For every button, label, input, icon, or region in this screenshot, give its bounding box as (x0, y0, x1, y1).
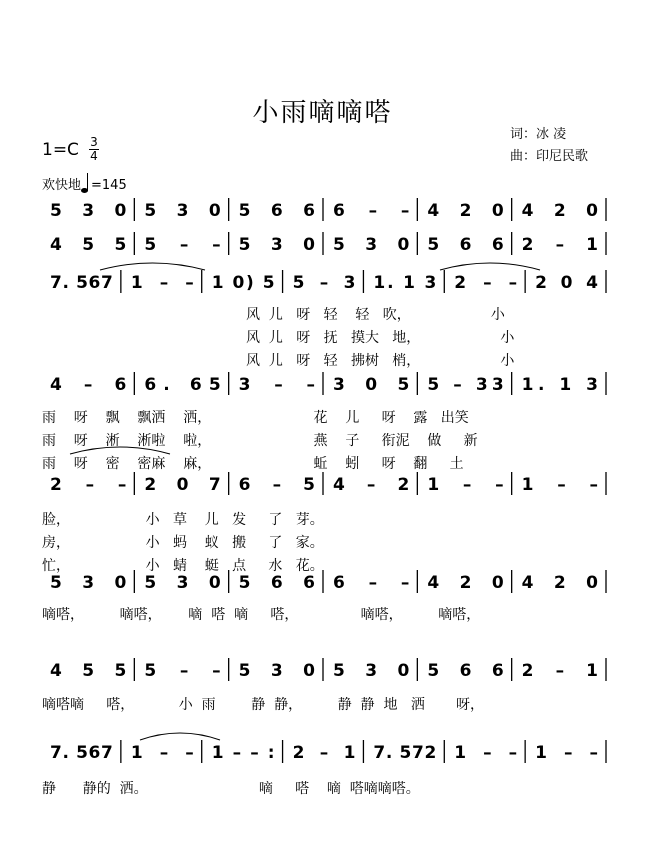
measure: 7. 567 (50, 743, 113, 763)
measure: 4 – 2 (333, 475, 410, 495)
lyric-refrain-1: 嘀嗒， 嘀嗒， 嘀 嗒 嘀 嗒， 嘀嗒， 嘀嗒， (42, 607, 481, 623)
measure: 5 – – (144, 235, 221, 255)
lyricist: 词：冰 凌 (510, 127, 567, 142)
measure: 6. 65 (144, 375, 221, 395)
measure: 4 5 5 (50, 235, 127, 255)
measure: 5 6 6 (427, 235, 504, 255)
measure: 1 – – (427, 475, 504, 495)
measure: 5 3 0 (333, 661, 410, 681)
lyric-verse1-a: 风 儿 呀 轻 轻 吹， 小 (246, 307, 505, 323)
measure: 4 2 0 (427, 573, 504, 593)
lyric-verse1-b: 雨 呀 飘 飘洒 洒， 花 儿 呀 露 出笑 (42, 410, 469, 426)
measure: 1 – – (130, 273, 194, 293)
measure: 5 6 6 (427, 661, 504, 681)
time-sig-bottom: 4 (90, 149, 98, 163)
measure: 1 – – : (211, 743, 275, 763)
measure: 6 – – (333, 201, 410, 221)
measure: 1 – – (521, 475, 598, 495)
measure: 5 6 6 (238, 573, 315, 593)
measure: 5 3 0 (144, 201, 221, 221)
measure: 2 0 4 (535, 273, 598, 293)
measure: 2 – – (454, 273, 518, 293)
composer: 曲：印尼民歌 (510, 149, 589, 164)
measure: 1. 1 3 (373, 273, 437, 293)
measure: 5 3 0 (144, 573, 221, 593)
measure: 5 6 6 (238, 201, 315, 221)
measure: 4 2 0 (521, 573, 598, 593)
measure: 1 0) 5 (211, 273, 275, 293)
measure: 3 0 5 (333, 375, 410, 395)
tempo-text: 欢快地 (42, 178, 82, 193)
measure: 4 – 6 (50, 375, 127, 395)
lyric-verse2-a: 风 儿 呀 抚 摸大 地， 小 (246, 330, 515, 346)
measure: 1. 1 3 (521, 375, 598, 395)
lyric-verse3-b: 雨 呀 密 密麻 麻， 蚯 蚓 呀 翻 土 (42, 456, 464, 472)
measure: 4 2 0 (427, 201, 504, 221)
slur-arc (440, 263, 540, 270)
measure: 1 – – (454, 743, 518, 763)
measure: 5 3 0 (50, 201, 127, 221)
lyric-verse2-b: 雨 呀 淅 淅啦 啦， 燕 子 衔泥 做 新 (42, 433, 478, 449)
lyric-verse2-c: 房， 小 蚂 蚁 搬 了 家。 (42, 535, 324, 551)
measure: 3 – – (238, 375, 315, 395)
measure: 1 – – (130, 743, 194, 763)
measure: 2 – 1 (292, 743, 356, 763)
measure: 5 3 0 (238, 235, 315, 255)
measure: 5 3 0 (333, 235, 410, 255)
lyric-verse1-c: 脸， 小 草 儿 发 了 芽。 (42, 512, 324, 528)
measure: 2 – 1 (521, 661, 598, 681)
tempo-value: =145 (91, 178, 127, 193)
measure: 2 0 7 (144, 475, 221, 495)
measure: 4 2 0 (521, 201, 598, 221)
measure: 2 – 1 (521, 235, 598, 255)
key-signature: 1=C (42, 140, 79, 160)
measure: 1 – – (535, 743, 598, 763)
measure: 5 – 33 (427, 375, 504, 395)
measure: 6 – – (333, 573, 410, 593)
measure: 6 – 5 (238, 475, 315, 495)
measure: 7. 567 (50, 273, 113, 293)
lyric-verse3-a: 风 儿 呀 轻 拂树 梢， 小 (246, 353, 515, 369)
lyric-verse3-c: 忙， 小 蜻 蜓 点 水 花。 (42, 558, 324, 574)
measure: 5 3 0 (50, 573, 127, 593)
measure: 7. 572 (373, 743, 437, 763)
time-sig-top: 3 (90, 135, 98, 149)
measure: 5 3 0 (238, 661, 315, 681)
measure: 2 – – (50, 475, 127, 495)
slur-arc (140, 733, 220, 740)
slur-arc (100, 263, 205, 270)
song-title: 小雨嘀嘀嗒 (252, 98, 393, 128)
measure: 5 – – (144, 661, 221, 681)
lyric-refrain-3: 静 静的 洒。 嘀 嗒 嘀 嗒嘀嘀嗒。 (42, 781, 420, 797)
lyric-refrain-2: 嘀嗒嘀 嗒， 小 雨 静 静， 静 静 地 洒 呀， (42, 697, 485, 713)
measure: 4 5 5 (50, 661, 127, 681)
measure: 5 – 3 (292, 273, 356, 293)
